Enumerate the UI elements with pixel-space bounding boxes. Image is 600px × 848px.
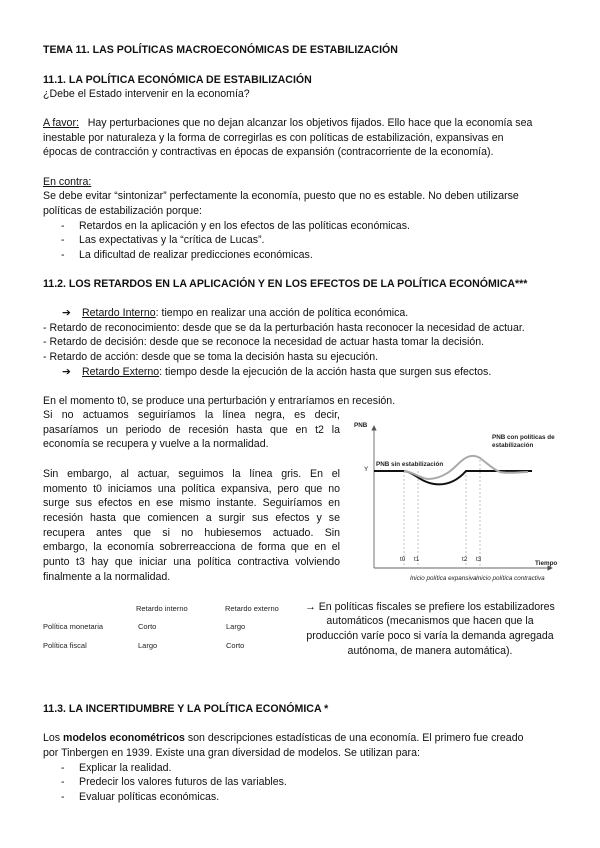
favor-line-2: inestable por naturaleza y la forma de corregirlas es con políticas de estabilización, expansivas en <box>43 132 504 144</box>
y-axis-label: PNB <box>354 422 368 429</box>
section-heading-11-3: 11.3. LA INCERTIDUMBRE Y LA POLÍTICA ECONÓMICA * <box>43 703 329 715</box>
paragraph-line: surge sus efectos en ese mismo instante. Seguiríamos en <box>43 497 340 509</box>
internal-lag-line <box>62 306 408 321</box>
section-heading-11-2: 11.2. LOS RETARDOS EN LA APLICACIÓN Y EN LOS EFECTOS DE LA POLÍTICA ECONÓMICA*** <box>43 278 528 290</box>
tick-label-t3: t3 <box>476 556 482 563</box>
fiscal-note-line: producción varíe poco si varía la demanda agregada <box>306 630 554 642</box>
para-bold-term: modelos econométricos <box>63 732 185 744</box>
policy-label-2: estabilización <box>492 442 534 449</box>
tick-label-t1: t1 <box>414 556 420 563</box>
favor-line-3: épocas de contracción y contractivas en épocas de expansión (contracorriente de la economía). <box>43 146 494 158</box>
table-cell: Largo <box>138 641 158 650</box>
para-prefix: Los <box>43 732 64 744</box>
contra-label: En contra: <box>43 176 92 188</box>
paragraph-line: momento t0 iniciamos una política expansiva, pero que no <box>43 483 340 495</box>
sub-item-accion: - Retardo de acción: desde que se toma la decisión hasta su ejecución. <box>43 351 379 363</box>
arrow-icon: ➔ <box>62 366 71 378</box>
favor-label: A favor: <box>43 117 79 129</box>
fiscal-note-line: autónoma, de manera automática). <box>347 645 513 657</box>
paragraph-line: pasaríamos un periodo de recesión hasta que en t2 la <box>43 424 340 436</box>
paragraph-line: Sin embargo, al actuar, seguimos la línea gris. En el <box>43 468 340 480</box>
note-contractiva: Inicio política contractiva <box>476 575 545 582</box>
table-cell: Largo <box>226 622 246 631</box>
external-lag-label: Retardo Externo <box>82 366 160 378</box>
paragraph-line: embargo, la economía sobrerreacciona de forma que en el <box>43 541 340 553</box>
paragraph-line: recupera antes que si no hubiesemos actuado. Sin <box>43 527 340 539</box>
stabilization-graph <box>352 420 564 590</box>
contra-line-1: Se debe evitar “sintonizar” perfectamente la economía, puesto que no es estable. No deben utilizarse <box>43 190 519 202</box>
y-mark-label: Y <box>364 466 369 473</box>
favor-text: Hay perturbaciones que no dejan alcanzar los objetivos fijados. Ello hace que la economía sea <box>87 117 533 129</box>
internal-lag-label: Retardo Interno <box>82 307 156 319</box>
section-question: ¿Debe el Estado intervenir en la economía? <box>43 88 250 100</box>
table-cell: Corto <box>226 641 245 650</box>
favor-line-1 <box>43 116 532 131</box>
stab-label: PNB sin estabilización <box>376 461 444 468</box>
para-text: son descripciones estadísticas de una economía. El primero fue creado <box>184 732 524 744</box>
table-cell: Corto <box>138 622 157 631</box>
paragraph-line: Si no actuamos seguiríamos la línea negra, es decir, <box>43 409 340 421</box>
external-lag-text: : tiempo desde la ejecución de la acción hasta que surgen sus efectos. <box>159 366 492 378</box>
sub-item-decision: - Retardo de decisión: desde que se reconoce la necesidad de actuar hasta tomar la decisión. <box>43 336 485 348</box>
contra-line-2: políticas de estabilización porque: <box>43 205 203 217</box>
page-title: TEMA 11. LAS POLÍTICAS MACROECONÓMICAS DE ESTABILIZACIÓN <box>43 44 398 56</box>
paragraph-line: punto t3 hay que iniciar una política contractiva volviendo <box>43 556 340 568</box>
arrow-icon: ➔ <box>62 307 71 319</box>
note-expansiva: Inicio política expansiva <box>410 575 477 582</box>
paragraph-line <box>43 731 524 746</box>
tick-label-t2: t2 <box>462 556 468 563</box>
paragraph-line: recesión hasta que comiencen a surgir sus efectos y se <box>43 512 340 524</box>
external-lag-line <box>62 365 491 380</box>
table-header: Retardo externo <box>225 604 279 613</box>
internal-lag-text: : tiempo en realizar una acción de política económica. <box>155 307 409 319</box>
sub-item-reconocimiento: - Retardo de reconocimiento: desde que se da la perturbación hasta reconocer la necesidad de actuar. <box>43 322 525 334</box>
paragraph-line: por Tinbergen en 1939. Existe una gran diversidad de modelos. Se utilizan para: <box>43 747 420 759</box>
table-header: Retardo interno <box>136 604 188 613</box>
section-heading-11-1: 11.1. LA POLÍTICA ECONÓMICA DE ESTABILIZACIÓN <box>43 74 312 86</box>
x-axis-label: Tiempo <box>535 560 558 567</box>
lag-table <box>43 600 283 660</box>
fiscal-note-line: → En políticas fiscales se prefiere los estabilizadores <box>305 601 555 613</box>
fiscal-note-line: automáticos (mecanismos que hacen que la <box>326 615 534 627</box>
tick-label-t0: t0 <box>400 556 406 563</box>
table-cell: Política monetaria <box>43 622 104 631</box>
policy-label-1: PNB con políticas de <box>492 434 555 441</box>
paragraph-line: economía se recupera y vuelve a la normalidad. <box>43 438 269 450</box>
paragraph-line: En el momento t0, se produce una perturbación y entraríamos en recesión. <box>43 395 396 407</box>
paragraph-line: finalmente a la normalidad. <box>43 571 171 583</box>
table-cell: Política fiscal <box>43 641 87 650</box>
